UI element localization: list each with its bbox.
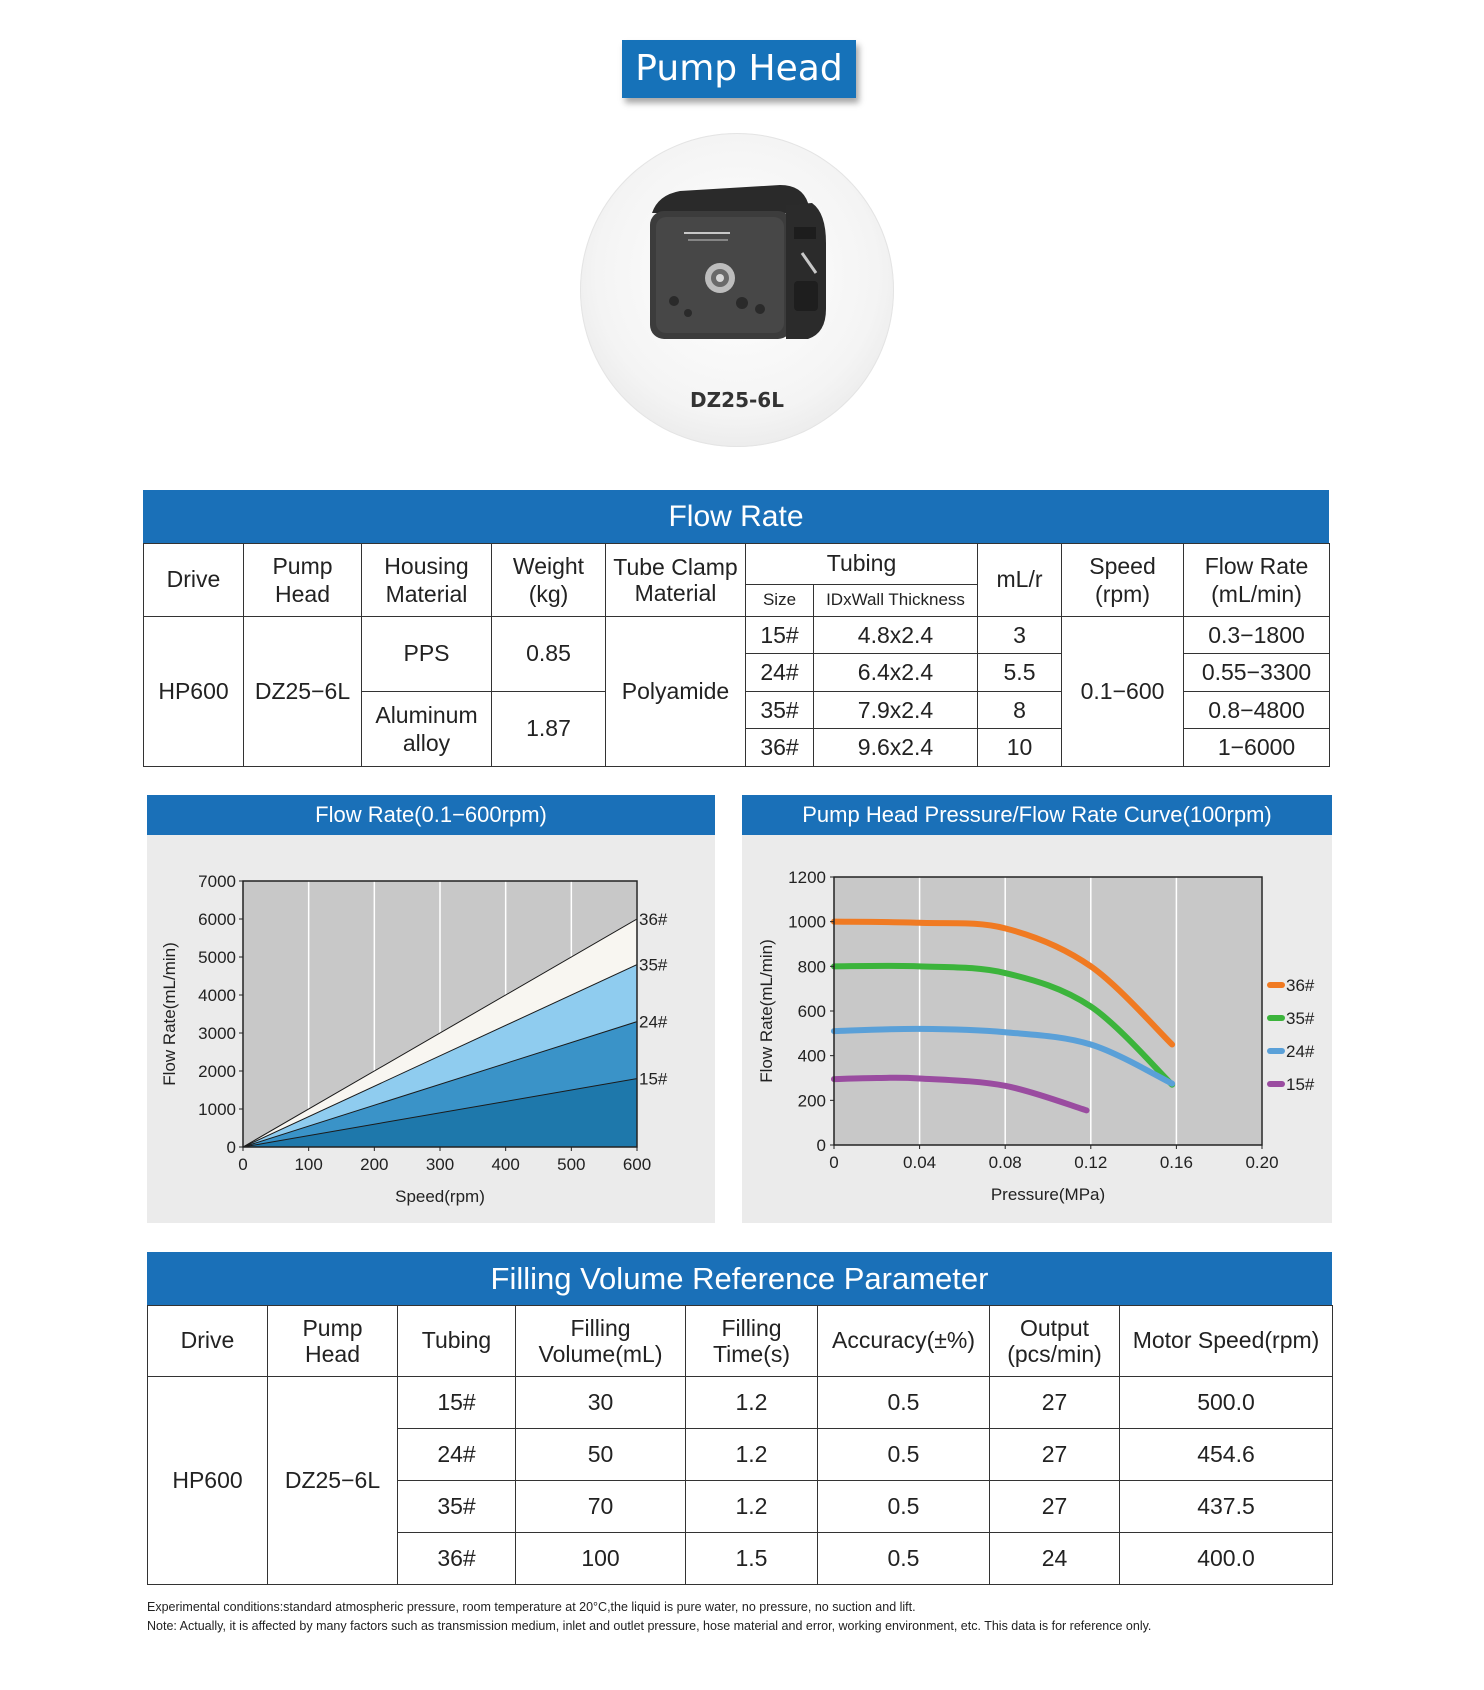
series-label: 35# [639, 955, 668, 975]
y-tick-label: 800 [797, 957, 826, 977]
product-image-frame [580, 133, 894, 447]
col-drive: Drive [148, 1306, 268, 1377]
y-tick-label: 0 [226, 1138, 236, 1157]
y-tick-label: 6000 [198, 910, 236, 929]
idwall-cell: 9.6x2.4 [814, 729, 978, 767]
y-tick-label: 3000 [198, 1024, 236, 1043]
y-tick-label: 5000 [198, 948, 236, 967]
col-accuracy: Accuracy(±%) [818, 1306, 990, 1377]
volume-cell: 100 [516, 1532, 686, 1584]
volume-cell: 50 [516, 1428, 686, 1480]
flow-rate-title: Flow Rate [668, 500, 804, 533]
flow-cell: 0.8−4800 [1184, 691, 1330, 729]
y-tick-label: 400 [797, 1046, 826, 1066]
x-tick-label: 400 [491, 1155, 520, 1174]
col-speed: Speed (rpm) [1062, 544, 1184, 617]
motor-cell: 500.0 [1120, 1376, 1333, 1428]
col-housing: Housing Material [362, 544, 492, 617]
x-axis-label: Speed(rpm) [395, 1187, 485, 1206]
accuracy-cell: 0.5 [818, 1532, 990, 1584]
weight-cell: 1.87 [492, 691, 606, 766]
y-tick-label: 600 [797, 1002, 826, 1021]
time-cell: 1.2 [686, 1480, 818, 1532]
time-cell: 1.2 [686, 1428, 818, 1480]
col-drive: Drive [144, 544, 244, 617]
plot-area [834, 877, 1262, 1145]
x-tick-label: 0.08 [988, 1153, 1022, 1172]
flow-cell: 0.55−3300 [1184, 654, 1330, 692]
col-volume: Filling Volume(mL) [516, 1306, 686, 1377]
page-title: Pump Head [622, 40, 856, 98]
tubing-cell: 36# [398, 1532, 516, 1584]
idwall-cell: 4.8x2.4 [814, 616, 978, 654]
tubing-cell: 15# [398, 1376, 516, 1428]
series-label: 15# [639, 1069, 668, 1089]
pump-head-cell: DZ25−6L [268, 1376, 398, 1584]
mlr-cell: 3 [978, 616, 1062, 654]
flow-rate-chart [147, 795, 715, 1223]
accuracy-cell: 0.5 [818, 1480, 990, 1532]
legend-label: 36# [1286, 976, 1315, 995]
col-time: Filling Time(s) [686, 1306, 818, 1377]
mlr-cell: 5.5 [978, 654, 1062, 692]
output-cell: 24 [990, 1532, 1120, 1584]
motor-cell: 400.0 [1120, 1532, 1333, 1584]
conditions-note: Experimental conditions:standard atmospheric pressure, room temperature at 20°C,the liquid is pure water, no pressure, no suction and lift. [147, 1600, 916, 1614]
volume-cell: 30 [516, 1376, 686, 1428]
output-cell: 27 [990, 1428, 1120, 1480]
y-axis-label: Flow Rate(mL/min) [160, 942, 179, 1086]
product-label: DZ25-6L [690, 388, 784, 412]
col-mlr: mL/r [978, 544, 1062, 617]
y-tick-label: 7000 [198, 872, 236, 891]
legend-label: 24# [1286, 1042, 1315, 1061]
accuracy-cell: 0.5 [818, 1376, 990, 1428]
pump-head-cell: DZ25−6L [244, 616, 362, 766]
motor-cell: 437.5 [1120, 1480, 1333, 1532]
legend-label: 35# [1286, 1009, 1315, 1028]
pressure-chart-panel [742, 795, 1332, 1223]
legend-label: 15# [1286, 1075, 1315, 1094]
speed-cell: 0.1−600 [1062, 616, 1184, 766]
size-cell: 36# [746, 729, 814, 767]
y-axis-label: Flow Rate(mL/min) [757, 939, 776, 1083]
col-output: Output (pcs/min) [990, 1306, 1120, 1377]
y-tick-label: 1200 [788, 868, 826, 887]
chart-2-title: Pump Head Pressure/Flow Rate Curve(100rpm) [742, 795, 1332, 835]
col-motor: Motor Speed(rpm) [1120, 1306, 1333, 1377]
filling-table [147, 1305, 1333, 1585]
x-tick-label: 0.20 [1245, 1153, 1279, 1172]
y-tick-label: 0 [816, 1136, 826, 1155]
y-tick-label: 1000 [788, 912, 826, 932]
accuracy-cell: 0.5 [818, 1428, 990, 1480]
mlr-cell: 8 [978, 691, 1062, 729]
weight-cell: 0.85 [492, 616, 606, 691]
idwall-cell: 7.9x2.4 [814, 691, 978, 729]
motor-cell: 454.6 [1120, 1428, 1333, 1480]
drive-cell: HP600 [144, 616, 244, 766]
flow-rate-table [143, 543, 1330, 767]
y-tick-label: 200 [797, 1091, 826, 1111]
size-cell: 35# [746, 691, 814, 729]
series-label: 24# [639, 1012, 668, 1032]
x-tick-label: 100 [294, 1155, 323, 1174]
flow-rate-chart-panel [147, 795, 715, 1223]
housing-cell: PPS [362, 616, 492, 691]
x-tick-label: 300 [425, 1155, 455, 1174]
x-tick-label: 0.12 [1074, 1153, 1108, 1172]
y-tick-label: 2000 [198, 1062, 236, 1081]
y-tick-label: 1000 [198, 1100, 236, 1119]
filling-band [147, 1252, 1332, 1306]
col-tubing: Tubing [746, 544, 978, 585]
filling-title: Filling Volume Reference Parameter [490, 1261, 989, 1296]
mlr-cell: 10 [978, 729, 1062, 767]
tubing-cell: 35# [398, 1480, 516, 1532]
col-weight: Weight (kg) [492, 544, 606, 617]
housing-cell: Aluminum alloy [362, 691, 492, 766]
col-pump-head: Pump Head [268, 1306, 398, 1377]
flow-rate-band [143, 490, 1329, 544]
output-cell: 27 [990, 1480, 1120, 1532]
x-tick-label: 200 [360, 1155, 389, 1174]
col-clamp: Tube Clamp Material [606, 544, 746, 617]
flow-cell: 1−6000 [1184, 729, 1330, 767]
col-flow: Flow Rate (mL/min) [1184, 544, 1330, 617]
size-cell: 24# [746, 654, 814, 692]
x-tick-label: 0.04 [903, 1153, 937, 1172]
volume-cell: 70 [516, 1480, 686, 1532]
col-pump-head: Pump Head [244, 544, 362, 617]
idwall-cell: 6.4x2.4 [814, 654, 978, 692]
col-tubing: Tubing [398, 1306, 516, 1377]
series-label: 36# [639, 910, 668, 929]
x-tick-label: 500 [557, 1155, 586, 1174]
output-cell: 27 [990, 1376, 1120, 1428]
x-axis-label: Pressure(MPa) [990, 1185, 1106, 1204]
x-tick-label: 600 [622, 1155, 652, 1174]
pressure-flow-chart [742, 795, 1332, 1223]
time-cell: 1.5 [686, 1532, 818, 1584]
tubing-cell: 24# [398, 1428, 516, 1480]
col-idwall: IDxWall Thickness [814, 584, 978, 616]
y-tick-label: 4000 [198, 986, 236, 1005]
reference-note: Note: Actually, it is affected by many factors such as transmission medium, inlet and outlet pressure, hose material and error, working environment, etc. This data is for reference only. [147, 1619, 1152, 1633]
chart-1-title: Flow Rate(0.1−600rpm) [147, 795, 715, 835]
x-tick-label: 0.16 [1159, 1153, 1193, 1172]
drive-cell: HP600 [148, 1376, 268, 1584]
flow-cell: 0.3−1800 [1184, 616, 1330, 654]
col-size: Size [746, 584, 814, 616]
x-tick-label: 0 [238, 1155, 248, 1174]
clamp-cell: Polyamide [606, 616, 746, 766]
time-cell: 1.2 [686, 1376, 818, 1428]
x-tick-label: 0 [829, 1153, 839, 1172]
size-cell: 15# [746, 616, 814, 654]
